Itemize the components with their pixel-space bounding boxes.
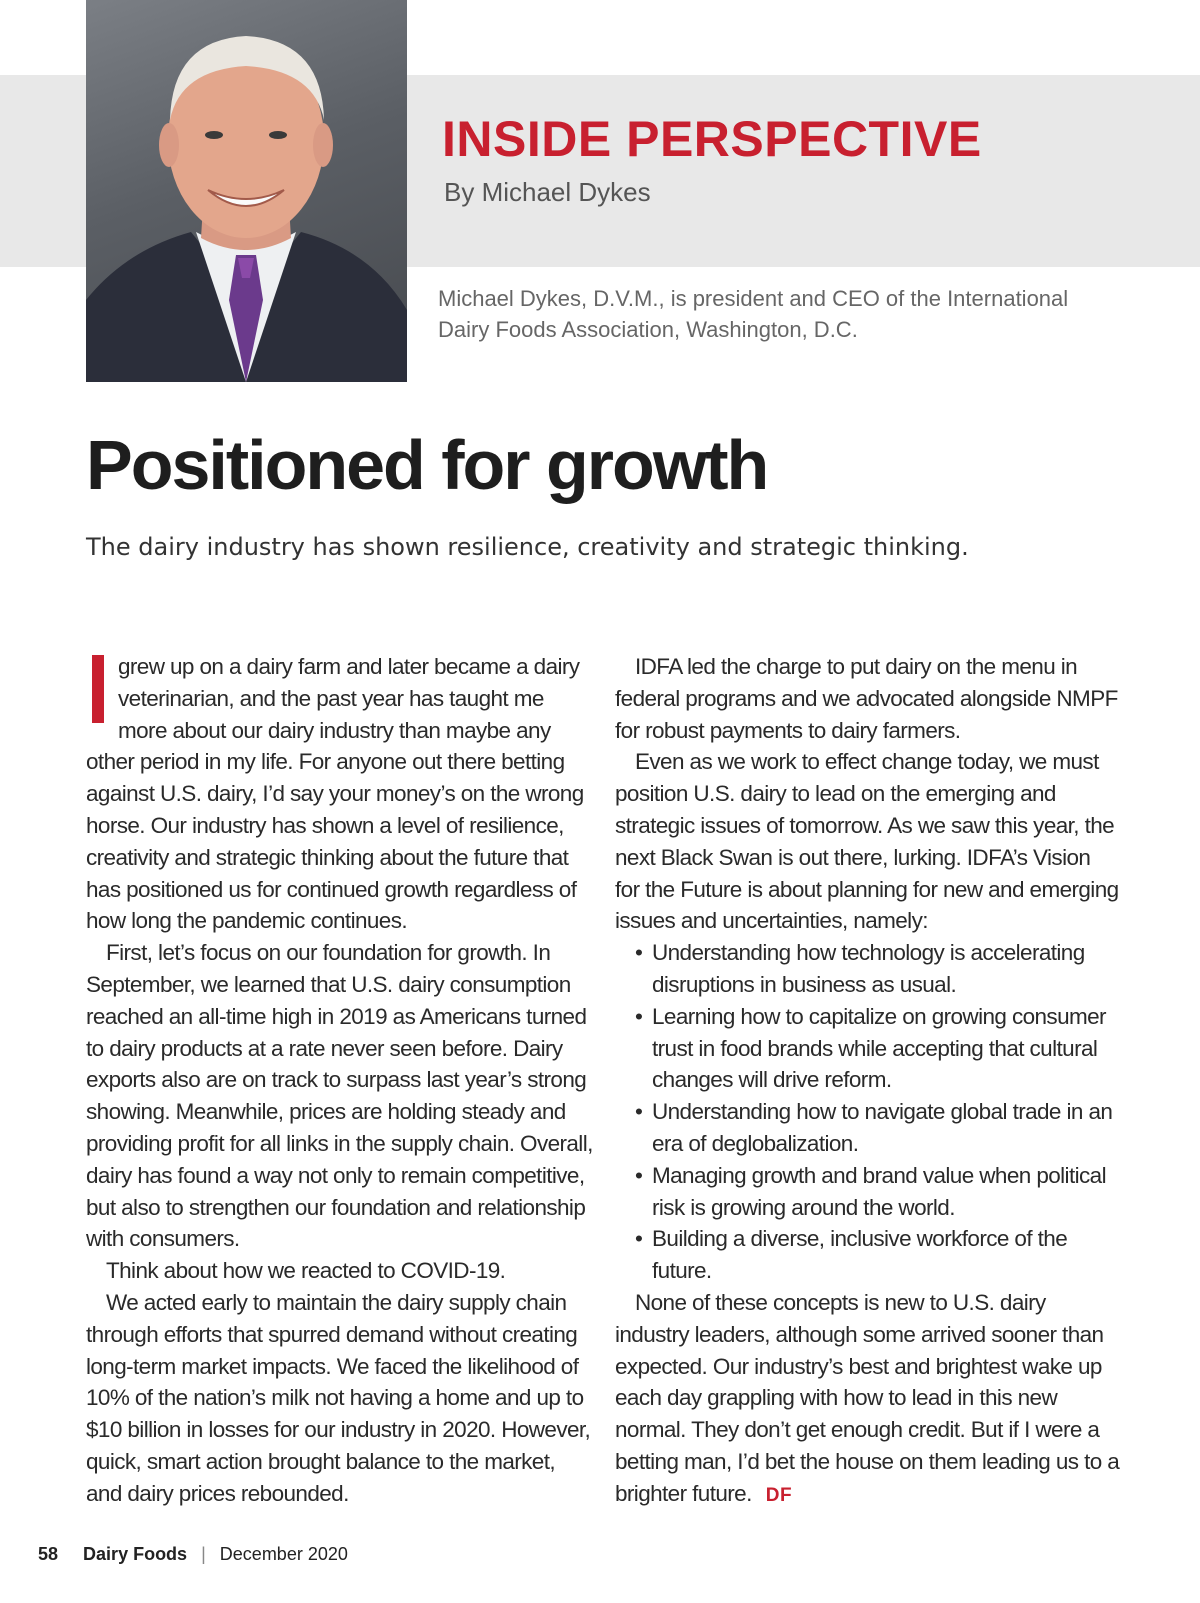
article-paragraph: IDFA led the charge to put dairy on the menu in federal programs and we advocated alongside NMPF for robust payments to dairy farmers. bbox=[615, 654, 1118, 743]
drop-cap-bar bbox=[92, 655, 104, 723]
article-headline: Positioned for growth bbox=[86, 426, 768, 504]
bullet-item: • Understanding how technology is accelerating disruptions in business as usual. bbox=[635, 937, 1120, 1001]
article-paragraph: Even as we work to effect change today, we must position U.S. dairy to lead on the emerging and strategic issues of tomorrow. As we saw this year, the next Black Swan is out there, lurking. IDFA’s Vision for the Future is about planning for new and emerging issues and uncertainties, namely: bbox=[615, 749, 1119, 934]
article-deck: The dairy industry has shown resilience, creativity and strategic thinking. bbox=[86, 533, 969, 561]
byline: By Michael Dykes bbox=[444, 177, 651, 207]
bullet-item: • Managing growth and brand value when political risk is growing around the world. bbox=[635, 1160, 1120, 1224]
author-photo bbox=[86, 0, 407, 382]
footer-separator: | bbox=[201, 1544, 206, 1564]
article-paragraph: Think about how we reacted to COVID-19. bbox=[106, 1258, 506, 1284]
author-bio: Michael Dykes, D.V.M., is president and CEO of the International Dairy Foods Association, Washington, D.C. bbox=[438, 286, 1069, 342]
section-title: INSIDE PERSPECTIVE bbox=[442, 111, 982, 167]
bullet-item: • Building a diverse, inclusive workforce of the future. bbox=[635, 1223, 1120, 1287]
bullet-icon: • bbox=[635, 1226, 643, 1252]
article-paragraph: None of these concepts is new to U.S. dairy industry leaders, although some arrived sooner than expected. Our industry’s best and brightest wake up each day grappling with how to lead in this new normal. They don’t get enough credit. But if I were a betting man, I’d bet the house on them leading us to a brighter future. DF bbox=[615, 1289, 1120, 1506]
issue-date: December 2020 bbox=[219, 1544, 348, 1564]
page-footer bbox=[38, 1544, 348, 1565]
bullet-icon: • bbox=[635, 1162, 643, 1188]
bullet-icon: • bbox=[635, 1003, 643, 1029]
article-paragraph: We acted early to maintain the dairy supply chain through efforts that spurred demand without creating long-term market impacts. We faced the likelihood of 10% of the nation’s milk not having a home and up to $10 billion in losses for our industry in 2020. However, quick, smart action brought balance to the market, and dairy prices rebounded. bbox=[86, 1289, 591, 1506]
article-paragraph: First, let’s focus on our foundation for growth. In September, we learned that U.S. dairy consumption reached an all-time high in 2019 as Americans turned to dairy products at a rate never seen before. Dairy exports also are on track to surpass last year’s strong showing. Meanwhile, prices are holding steady and providing profit for all links in the supply chain. Overall, dairy has found a way not only to remain competitive, but also to strengthen our foundation and relationship with consumers. bbox=[86, 940, 593, 1252]
publication-name: Dairy Foods bbox=[83, 1544, 188, 1564]
bullet-item: • Understanding how to navigate global trade in an era of deglobalization. bbox=[635, 1096, 1120, 1160]
bullet-item: • Learning how to capitalize on growing consumer trust in food brands while accepting that cultural changes will drive reform. bbox=[635, 1001, 1120, 1096]
article-column-left bbox=[86, 651, 596, 1510]
article-paragraph: grew up on a dairy farm and later became a dairy veterinarian, and the past year has taught me more about our dairy industry than maybe any other period in my life. For anyone out there betting against U.S. dairy, I’d say your money’s on the wrong horse. Our industry has shown a level of resilience, creativity and strategic thinking about the future that has positioned us for continued growth regardless of how long the pandemic continues. bbox=[86, 654, 584, 934]
bullet-icon: • bbox=[635, 940, 643, 966]
page-number: 58 bbox=[38, 1544, 59, 1564]
article-column-right bbox=[615, 651, 1120, 1512]
bullet-icon: • bbox=[635, 1099, 643, 1125]
end-mark-logo: DF bbox=[765, 1484, 793, 1506]
vision-bullet-list bbox=[615, 937, 1120, 1287]
